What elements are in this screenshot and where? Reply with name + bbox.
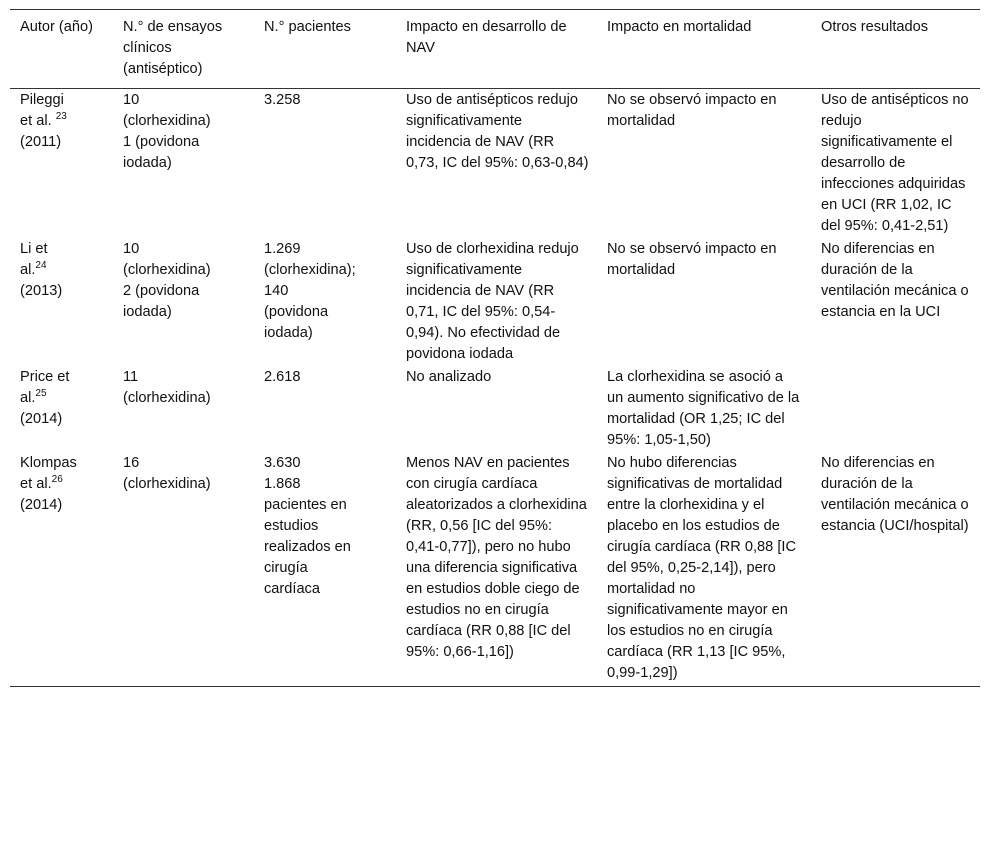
cell-nav-impact: No analizado	[406, 369, 492, 385]
studies-table	[10, 9, 980, 687]
header-other-results: Otros resultados	[821, 19, 929, 35]
cell-trials: 16 (clorhexidina)	[123, 455, 211, 492]
header-nav-impact: Impacto en desarrollo de NAV	[406, 19, 567, 56]
cell-mortality-impact: No hubo diferencias significativas de mortalidad entre la clorhexidina y el placebo en los estudios de cirugía cardíaca (RR 0,88 [IC del 95%, 0,25-2,14]), pero mortalidad no significativamente mayor en los estudios no en cirugía cardíaca (RR 1,13 [IC 95%, 0,99-1,29])	[607, 455, 796, 681]
cell-patients: 3.258	[264, 92, 301, 108]
cell-author: Klompas et al.$^{26}$ (2014)	[20, 455, 77, 513]
header-mortality-impact: Impacto en mortalidad	[607, 19, 752, 35]
cell-nav-impact: Uso de clorhexidina redujo significativamente incidencia de NAV (RR 0,71, IC del 95%: 0,54-0,94). No efectividad de povidona iodada	[406, 241, 579, 362]
cell-author: Price et al.$^{25}$ (2014)	[20, 369, 70, 427]
cell-other-results	[811, 367, 980, 453]
cell-nav-impact: Uso de antisépticos redujo significativamente incidencia de NAV (RR 0,73, IC del 95%: 0,63-0,84)	[406, 92, 589, 171]
table-row	[10, 239, 980, 367]
table-container	[10, 9, 980, 687]
cell-trials: 10 (clorhexidina) 2 (povidona iodada)	[123, 241, 211, 320]
cell-patients: 3.630 1.868 pacientes en estudios realizados en cirugía cardíaca	[264, 455, 351, 597]
citation-ref[interactable]: 25	[35, 388, 47, 400]
table-row	[10, 367, 980, 453]
cell-patients: 1.269 (clorhexidina); 140 (povidona iodada)	[264, 241, 356, 341]
header-trials: N.° de ensayos clínicos (antiséptico)	[123, 19, 223, 77]
citation-ref[interactable]: 24	[35, 260, 47, 272]
cell-trials: 11 (clorhexidina)	[123, 369, 211, 406]
cell-other-results: No diferencias en duración de la ventilación mecánica o estancia en la UCI	[821, 241, 969, 320]
table-row	[10, 89, 980, 240]
header-patients: N.° pacientes	[264, 19, 351, 35]
cell-mortality-impact: No se observó impacto en mortalidad	[607, 241, 777, 278]
cell-author: Pileggi et al. $^{23}$ (2011)	[20, 92, 67, 150]
table-row	[10, 453, 980, 687]
cell-author: Li et al.$^{24}$ (2013)	[20, 241, 63, 299]
citation-ref[interactable]: 26	[51, 474, 63, 486]
cell-patients: 2.618	[264, 369, 301, 385]
cell-nav-impact: Menos NAV en pacientes con cirugía cardíaca aleatorizados a clorhexidina (RR, 0,56 [IC del 95%: 0,41-0,77]), pero no hubo una diferencia significativa en estudios doble ciego de estudios no en cirugía cardíaca (RR 0,88 [IC del 95%: 0,66-1,16])	[406, 455, 587, 660]
cell-trials: 10 (clorhexidina) 1 (povidona iodada)	[123, 92, 211, 171]
cell-mortality-impact: La clorhexidina se asoció a un aumento significativo de la mortalidad (OR 1,25; IC del 95%: 1,05-1,50)	[607, 369, 800, 448]
citation-ref[interactable]: 23	[55, 111, 67, 123]
cell-other-results: No diferencias en duración de la ventilación mecánica o estancia (UCI/hospital)	[821, 455, 969, 534]
header-author: Autor (año)	[20, 19, 94, 35]
table-header-row	[10, 10, 980, 89]
cell-mortality-impact: No se observó impacto en mortalidad	[607, 92, 777, 129]
cell-other-results: Uso de antisépticos no redujo significativamente el desarrollo de infecciones adquiridas en UCI (RR 1,02, IC del 95%: 0,41-2,51)	[821, 92, 969, 234]
